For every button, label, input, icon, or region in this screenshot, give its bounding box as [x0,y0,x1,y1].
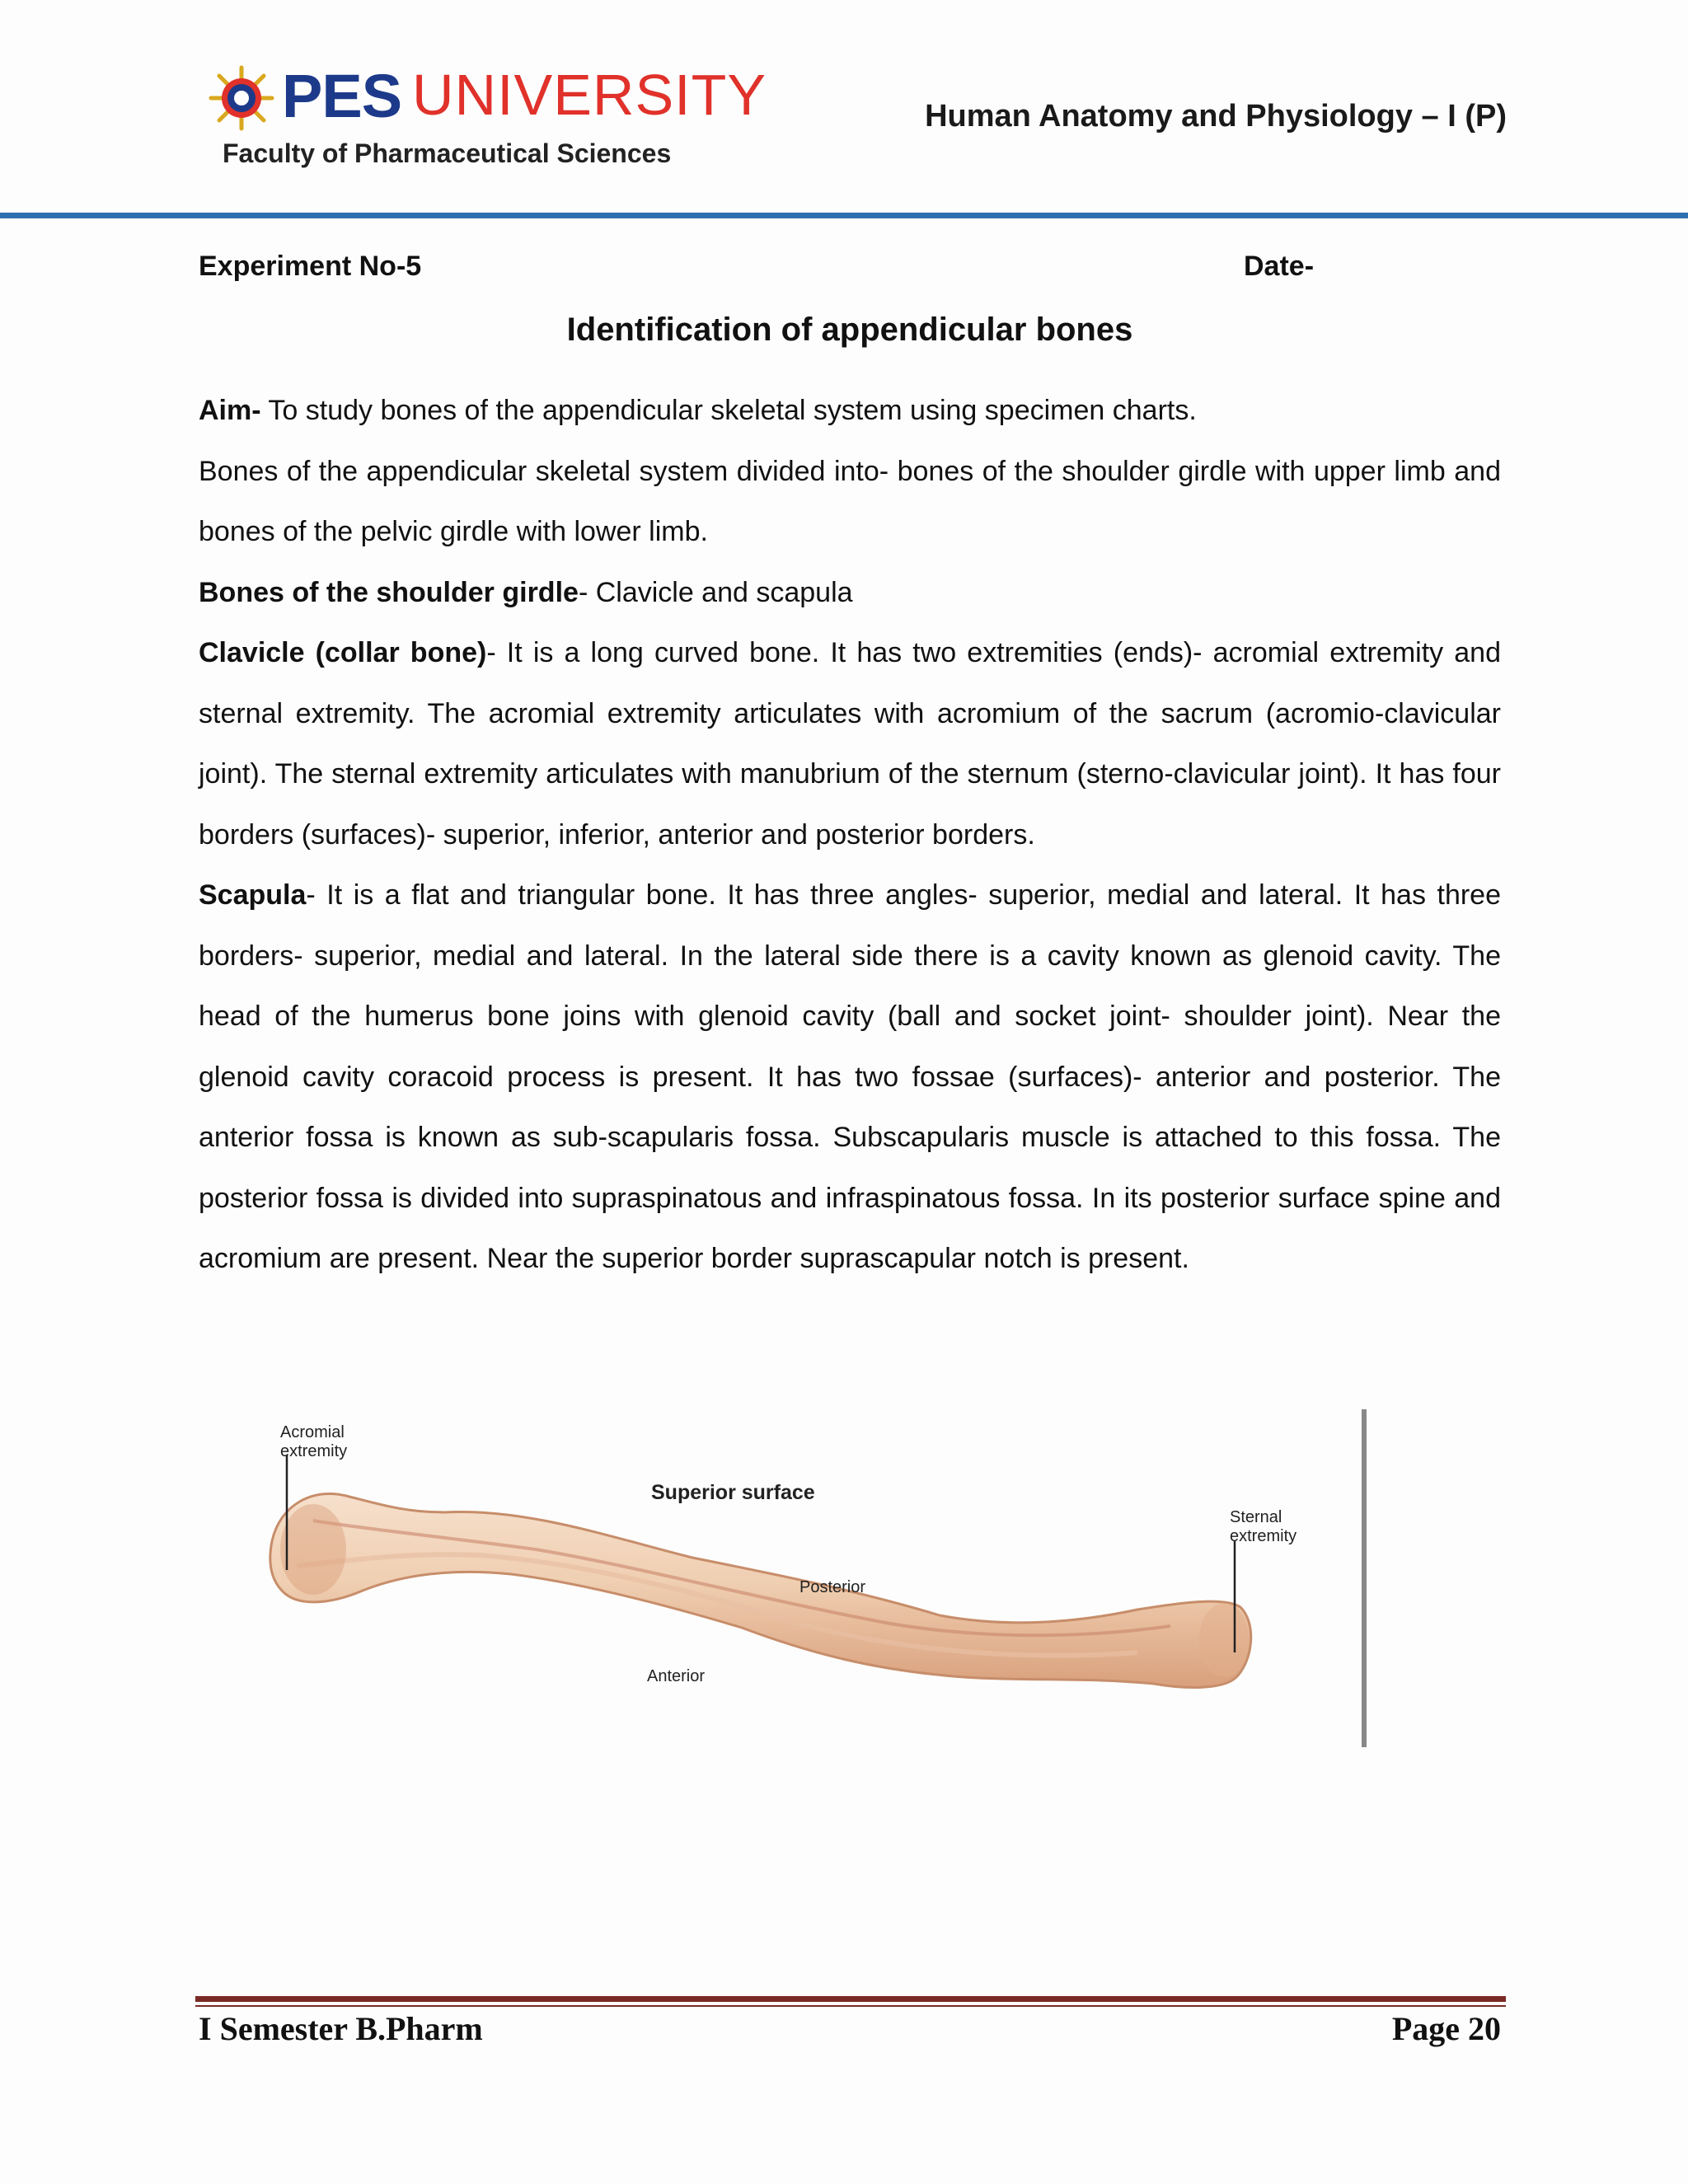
body-text [199,381,1501,1290]
clavicle-text: - It is a long curved bone. It has two extremities (ends)- acromial extremity and sternal extremity. The acromial extremity articulates with acromium of the sacrum (acromio-clavicular joint). The sternal extremity articulates with manubrium of the sternum (sterno-clavicular joint). It has four borders (surfaces)- superior, inferior, anterior and posterior borders. [199,637,1501,851]
shoulder-paragraph [199,563,1501,624]
superior-surface-label: Superior surface [651,1481,815,1504]
university-logo [206,62,767,176]
aim-text: To study bones of the appendicular skeletal system using specimen charts. [260,395,1197,426]
intro-paragraph: Bones of the appendicular skeletal system divided into- bones of the shoulder girdle with upper limb and bones of the pelvic girdle with lower limb. [199,455,1501,547]
clavicle-bone [270,1493,1251,1687]
footer-divider [195,1996,1506,2002]
page-title: Identification of appendicular bones [566,312,1133,348]
clavicle-paragraph [199,623,1501,865]
aim-paragraph [199,381,1501,442]
experiment-line [199,251,1501,287]
acromial-extremity-label: Acromial extremity [280,1423,348,1460]
page-number: Page 20 [1391,2010,1501,2047]
header-divider [0,213,1688,218]
scapula-label: Scapula [199,879,307,911]
date-label: Date- [1244,251,1315,282]
course-title: Human Anatomy and Physiology – I (P) [925,99,1507,134]
logo-university-text: UNIVERSITY [412,63,767,127]
shoulder-text: - Clavicle and scapula [578,576,853,608]
scapula-paragraph [199,865,1501,1290]
clavicle-label: Clavicle (collar bone) [199,637,487,668]
posterior-label: Posterior [799,1578,866,1596]
shoulder-label: Bones of the shoulder girdle [199,576,579,608]
anterior-label: Anterior [647,1667,706,1685]
faculty-name: Faculty of Pharmaceutical Sciences [223,138,672,168]
experiment-number: Experiment No-5 [199,251,422,282]
footer-divider-thin [195,2005,1506,2007]
clavicle-figure [264,1405,1376,1751]
semester-label: I Semester B.Pharm [199,2010,483,2047]
scapula-text: - It is a flat and triangular bone. It has three angles- superior, medial and lateral. It has three borders- superior, medial and lateral. In the lateral side there is a cavity known as glenoid cavity. The head of the humerus bone joins with glenoid cavity (ball and socket joint- shoulder joint). Near the glenoid cavity coracoid process is present. It has two fossae (surfaces)- anterior and posterior. The anterior fossa is known as sub-scapularis fossa. Subscapularis muscle is attached to this fossa. The posterior fossa is divided into supraspinatous and infraspinatous fossa. In its posterior surface spine and acromium are present. Near the superior border suprascapular notch is present. [199,879,1501,1274]
sternal-extremity-label: Sternal extremity [1230,1508,1297,1545]
aim-label: Aim- [199,395,261,426]
logo-pes-text: PES [282,62,402,130]
university-emblem-icon [208,64,275,132]
